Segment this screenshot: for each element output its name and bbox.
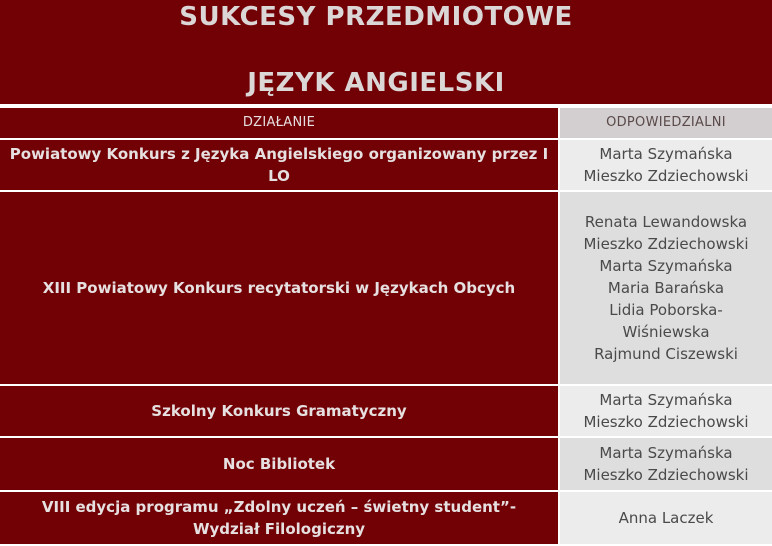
table-row xyxy=(0,139,772,191)
table-row xyxy=(0,437,772,491)
person-name: Marta Szymańska xyxy=(599,391,733,409)
person-name: Anna Laczek xyxy=(618,509,714,527)
table-row xyxy=(0,491,772,545)
responsible-cell xyxy=(559,191,772,385)
action-line: Wydział Filologiczny xyxy=(192,520,366,538)
page-title: SUKCESY PRZEDMIOTOWE xyxy=(179,2,573,32)
action-cell: Powiatowy Konkurs z Języka Angielskiego organizowany przez I LO xyxy=(0,139,559,191)
responsible-cell xyxy=(559,491,772,545)
table-row xyxy=(0,385,772,437)
person-name: Mieszko Zdziechowski xyxy=(583,167,749,185)
responsible-cell xyxy=(559,437,772,491)
subject-title: JĘZYK ANGIELSKI xyxy=(247,68,505,98)
person-name: Renata Lewandowska xyxy=(584,213,748,231)
action-cell: Szkolny Konkurs Gramatyczny xyxy=(0,385,559,437)
column-header-responsible: ODPOWIEDZIALNI xyxy=(559,107,772,139)
person-name: Maria Barańska xyxy=(607,279,725,297)
person-name: Marta Szymańska xyxy=(599,145,733,163)
table-header-row xyxy=(0,107,772,139)
responsible-cell xyxy=(559,139,772,191)
person-name: Wiśniewska xyxy=(622,323,710,341)
action-cell xyxy=(0,491,559,545)
person-name: Rajmund Ciszewski xyxy=(594,345,738,363)
person-name: Lidia Poborska- xyxy=(609,301,723,319)
responsible-cell xyxy=(559,385,772,437)
column-header-action: DZIAŁANIE xyxy=(0,107,559,139)
title-banner xyxy=(0,0,772,104)
action-cell: Noc Bibliotek xyxy=(0,437,559,491)
action-cell: XIII Powiatowy Konkurs recytatorski w Językach Obcych xyxy=(0,191,559,385)
person-name: Marta Szymańska xyxy=(599,444,733,462)
achievements-table xyxy=(0,106,772,546)
person-name: Mieszko Zdziechowski xyxy=(583,413,749,431)
person-name: Mieszko Zdziechowski xyxy=(583,235,749,253)
person-name: Marta Szymańska xyxy=(599,257,733,275)
table-row xyxy=(0,191,772,385)
action-line: VIII edycja programu „Zdolny uczeń – świetny student”- xyxy=(41,498,517,516)
person-name: Mieszko Zdziechowski xyxy=(583,466,749,484)
